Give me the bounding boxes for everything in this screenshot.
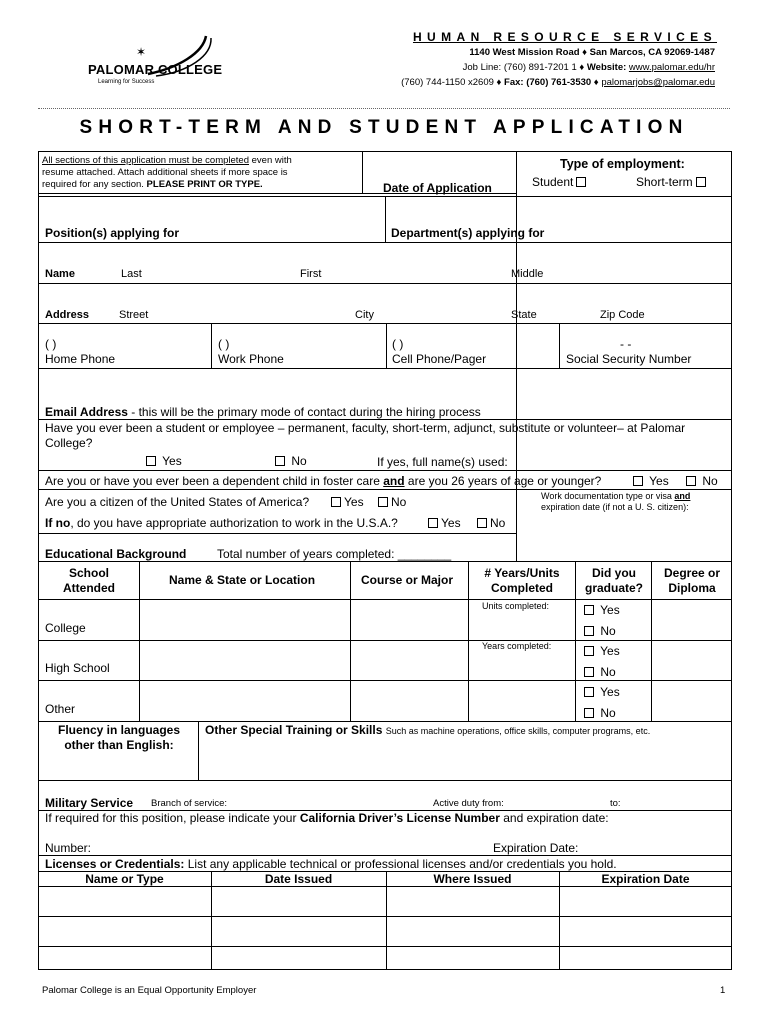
- positions-label: Position(s) applying for: [45, 226, 179, 240]
- dept-name: HUMAN RESOURCE SERVICES: [412, 30, 717, 44]
- edu-row-college: College: [45, 621, 86, 635]
- hs-yes-label: Yes: [600, 644, 620, 658]
- foster-yes-checkbox[interactable]: [633, 476, 643, 486]
- email-link[interactable]: palomarjobs@palomar.edu: [601, 77, 715, 88]
- training-row: [205, 723, 650, 737]
- foster-q1: Are you or have you ever been a dependent child in foster care: [45, 474, 384, 488]
- intro-l3: required for any section.: [42, 179, 144, 190]
- years-completed: Years completed:: [482, 641, 552, 651]
- citizen-q: Are you a citizen of the United States of America?: [45, 495, 310, 509]
- hr-jobline: [463, 62, 715, 73]
- docs-2: expiration date (if not a U. S. citizen):: [541, 502, 689, 512]
- date-label: Date of Application: [383, 181, 492, 195]
- citizen-yes[interactable]: [328, 495, 364, 509]
- hr-address: 1140 West Mission Road ♦ San Marcos, CA 92069-1487: [469, 47, 715, 58]
- college-no-label: No: [600, 624, 616, 638]
- home-paren: ( ): [45, 337, 57, 351]
- license-qb: California Driver’s License Number: [299, 811, 500, 825]
- shortterm-label: Short-term: [636, 175, 693, 189]
- cred-h-name: Name or Type: [85, 872, 164, 886]
- email-note: - this will be the primary mode of contact during the hiring process: [127, 405, 481, 419]
- edu-row-other: Other: [45, 702, 76, 716]
- citizen-yes-checkbox[interactable]: [331, 497, 341, 507]
- header-divider: [38, 108, 730, 109]
- edu-h-school: School Attended: [63, 566, 115, 595]
- fax-text: Fax: (760) 761-3530: [504, 77, 592, 88]
- emp-student[interactable]: [532, 175, 589, 189]
- svg-text:✶: ✶: [136, 45, 147, 59]
- page-title: SHORT-TERM AND STUDENT APPLICATION: [79, 117, 689, 138]
- edu-total: Total number of years completed: ________: [217, 547, 452, 561]
- email-label: Email Address: [45, 405, 128, 419]
- ssn-label: Social Security Number: [566, 352, 692, 366]
- edu-row-highschool: High School: [45, 661, 110, 675]
- college-yes-label: Yes: [600, 603, 620, 617]
- cred-h-where: Where Issued: [433, 872, 512, 886]
- license-q2: and expiration date:: [499, 811, 609, 825]
- college-grad-no[interactable]: [581, 624, 616, 638]
- shortterm-checkbox[interactable]: [696, 177, 706, 187]
- military-branch: Branch of service:: [151, 798, 228, 809]
- other-no-label: No: [600, 706, 616, 720]
- work-paren: ( ): [218, 337, 230, 351]
- foster-q2: are you 26 years of age or younger?: [404, 474, 602, 488]
- other-yes-label: Yes: [600, 685, 620, 699]
- logo: [88, 28, 238, 88]
- docs-1: Work documentation type or visa: [541, 491, 675, 501]
- address-street: Street: [119, 309, 149, 321]
- sep: ♦: [591, 77, 602, 88]
- prior-yes-label: Yes: [162, 454, 182, 468]
- edu-h-course: Course or Major: [361, 573, 454, 587]
- edu-label: Educational Background: [45, 547, 187, 561]
- prior-no-label: No: [291, 454, 307, 468]
- languages-label: Fluency in languages other than English:: [57, 723, 181, 752]
- departments-label: Department(s) applying for: [391, 226, 545, 240]
- other-yes-checkbox[interactable]: [584, 687, 594, 697]
- cell-paren: ( ): [392, 337, 404, 351]
- intro-print: PLEASE PRINT OR TYPE.: [143, 179, 263, 190]
- address-label: Address: [45, 309, 90, 321]
- foster-yes-label: Yes: [649, 474, 669, 488]
- name-first: First: [300, 268, 322, 280]
- intro-text: [42, 155, 362, 191]
- student-checkbox[interactable]: [576, 177, 586, 187]
- jobline-text: Job Line: (760) 891-7201 1 ♦: [462, 62, 587, 73]
- foster-and: and: [383, 474, 405, 488]
- college-no-checkbox[interactable]: [584, 626, 594, 636]
- credentials-label: Licenses or Credentials:: [45, 857, 185, 871]
- ifno-bold: If no: [45, 516, 71, 530]
- citizen-no[interactable]: [375, 495, 406, 509]
- footer-eoe: Palomar College is an Equal Opportunity Employer: [42, 985, 257, 996]
- license-q1: If required for this position, please indicate your: [45, 811, 300, 825]
- license-number: Number:: [45, 841, 92, 855]
- ssn-dashes: - -: [620, 337, 632, 351]
- prior-yes-checkbox[interactable]: [146, 456, 156, 466]
- auth-yes[interactable]: [425, 516, 461, 530]
- credentials-note: List any applicable technical or professional licenses and/or credentials you hold.: [184, 857, 617, 871]
- student-label: Student: [532, 175, 574, 189]
- phone-text: (760) 744-1150 x2609 ♦: [401, 77, 505, 88]
- ifno-text: , do you have appropriate authorization to work in the U.S.A.?: [70, 516, 398, 530]
- license-expiration: Expiration Date:: [493, 841, 579, 855]
- auth-no[interactable]: [474, 516, 505, 530]
- docs-and: and: [674, 491, 691, 501]
- logo-tagline: Learning for Success: [98, 79, 155, 85]
- foster-no-label: No: [702, 474, 718, 488]
- college-grad-yes[interactable]: [581, 603, 620, 617]
- training-note: Such as machine operations, office skills, computer programs, etc.: [385, 726, 651, 736]
- military-active: Active duty from:: [433, 798, 504, 809]
- prior-yes[interactable]: [143, 454, 182, 468]
- edu-h-name: Name & State or Location: [169, 573, 316, 587]
- auth-yes-checkbox[interactable]: [428, 518, 438, 528]
- emp-shortterm[interactable]: [636, 175, 709, 189]
- page-number: 1: [720, 985, 726, 996]
- website-link[interactable]: www.palomar.edu/hr: [628, 62, 715, 73]
- hs-grad-no[interactable]: [581, 665, 616, 679]
- citizen-no-checkbox[interactable]: [378, 497, 388, 507]
- units-completed: Units completed:: [482, 601, 550, 611]
- hr-contact: [401, 77, 715, 88]
- edu-h-grad: Did you graduate?: [584, 566, 643, 595]
- home-phone-label: Home Phone: [45, 352, 116, 366]
- auth-question: [45, 516, 398, 530]
- other-no-checkbox[interactable]: [584, 708, 594, 718]
- citizen-no-label: No: [391, 495, 407, 509]
- foster-no[interactable]: [683, 474, 718, 488]
- name-middle: Middle: [511, 268, 544, 280]
- website-label: Website:: [586, 62, 629, 73]
- hs-grad-yes[interactable]: [581, 644, 620, 658]
- military-to: to:: [610, 798, 621, 809]
- auth-no-checkbox[interactable]: [477, 518, 487, 528]
- prior-names: If yes, full name(s) used:: [377, 455, 508, 469]
- work-docs-note: [541, 491, 690, 513]
- cred-h-date: Date Issued: [264, 872, 333, 886]
- auth-no-label: No: [490, 516, 506, 530]
- name-label: Name: [45, 268, 75, 280]
- cell-phone-label: Cell Phone/Pager: [392, 352, 487, 366]
- email-row: [45, 405, 481, 419]
- prior-question: Have you ever been a student or employee – permanent, faculty, short-term, adjunct, substitute or volunteer– at Palomar: [45, 421, 686, 435]
- hs-yes-checkbox[interactable]: [584, 646, 594, 656]
- auth-yes-label: Yes: [441, 516, 461, 530]
- address-city: City: [355, 309, 374, 321]
- prior-question-2: College?: [45, 436, 93, 450]
- citizen-yes-label: Yes: [344, 495, 364, 509]
- college-yes-checkbox[interactable]: [584, 605, 594, 615]
- hs-no-checkbox[interactable]: [584, 667, 594, 677]
- foster-yes[interactable]: [630, 474, 669, 488]
- military-label: Military Service: [45, 796, 134, 810]
- training-label: Other Special Training or Skills: [205, 723, 383, 737]
- prior-no-checkbox[interactable]: [275, 456, 285, 466]
- citizen-question: [45, 495, 309, 509]
- work-phone-label: Work Phone: [218, 352, 284, 366]
- credentials-row: [45, 857, 617, 871]
- edu-h-degree: Degree or Diploma: [663, 566, 721, 595]
- license-question: [45, 811, 609, 825]
- address-zip: Zip Code: [600, 309, 645, 321]
- edu-h-years: # Years/Units Completed: [484, 566, 560, 595]
- intro-l2: resume attached. Attach additional sheets if more space is: [42, 167, 288, 178]
- prior-no[interactable]: [272, 454, 307, 468]
- intro-underline: All sections of this application must be completed: [42, 155, 249, 166]
- name-last: Last: [121, 268, 142, 280]
- foster-question: [45, 474, 601, 488]
- intro-l1: even with: [249, 155, 292, 166]
- hs-no-label: No: [600, 665, 616, 679]
- foster-no-checkbox[interactable]: [686, 476, 696, 486]
- other-grad-no[interactable]: [581, 706, 616, 720]
- address-state: State: [511, 309, 537, 321]
- logo-name: PALOMAR COLLEGE: [88, 62, 223, 77]
- emp-type-label: Type of employment:: [560, 157, 685, 171]
- cred-h-exp: Expiration Date: [601, 872, 690, 886]
- other-grad-yes[interactable]: [581, 685, 620, 699]
